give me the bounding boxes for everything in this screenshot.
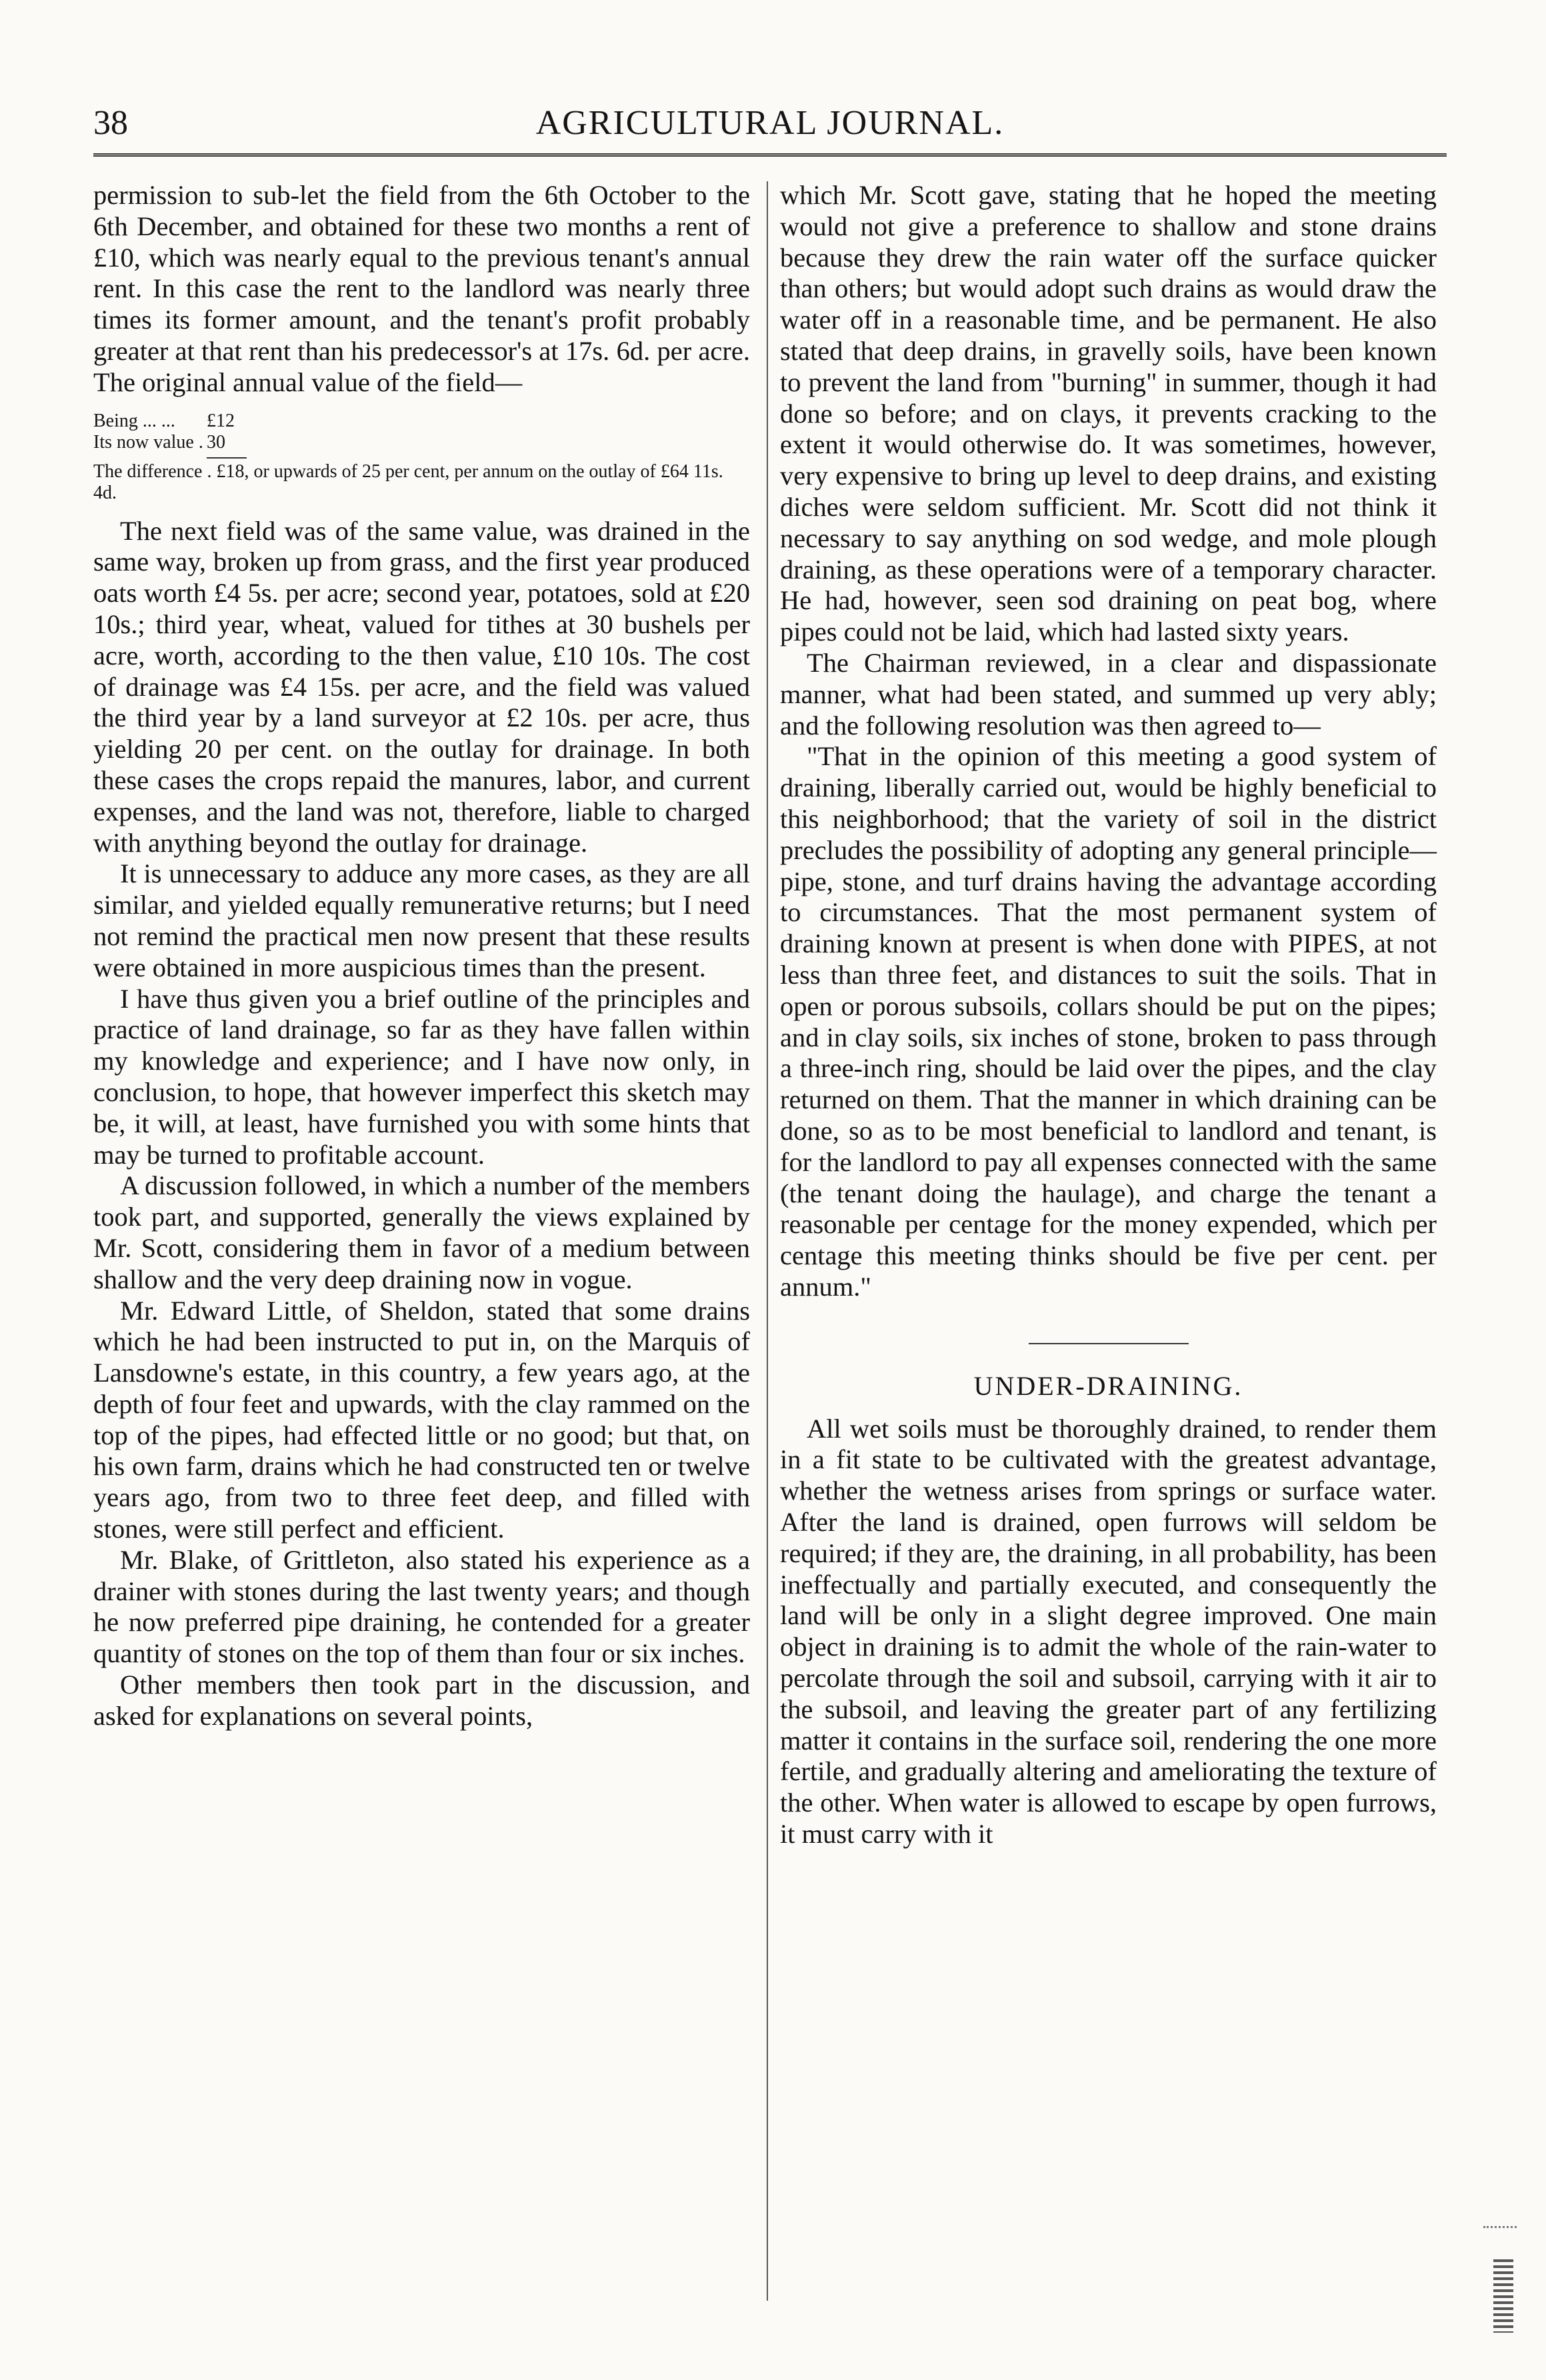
paragraph: All wet soils must be thoroughly drained, to render them in a fit state to be cultivated with the greatest advantage, whether the wetness arises from springs or surface water. After the land is drained, open furrows will seldom be required; if they are, the draining, in all probability, has been ineffectually and partially executed, and consequently the land will be only in a slight degree improved. One main object in draining is to admit the whole of the rain-water to percolate through the soil and subsoil, carrying with it air to the subsoil, and leaving the greater part of any fertilizing matter it contains in the surface soil, rendering the one more fertile, and gradually altering and ameliorating the texture of the other. When water is allowed to escape by open furrows, it must carry with it bbox=[780, 1413, 1437, 1849]
table-label: Being ... ... bbox=[93, 410, 175, 431]
paragraph: It is unnecessary to adduce any more cases, as they are all similar, and yielded equally remunerative returns; but I need not remind the practical men now present that these results were obtained in more auspicious times than the present. bbox=[93, 858, 750, 982]
margin-scan-mark bbox=[1493, 2259, 1513, 2333]
left-column bbox=[93, 180, 750, 1732]
right-column bbox=[780, 180, 1437, 1850]
table-value: 30 bbox=[207, 431, 225, 453]
paragraph: Mr. Edward Little, of Sheldon, stated that some drains which he had been instructed to put in, on the Marquis of Lansdowne's estate, in this country, a few years ago, at the depth of four feet and upwards, with the clay rammed on the top of the pipes, had effected little or no good; but that, on his own farm, drains which he had constructed ten or twelve years ago, from two to three feet deep, and filled with stones, were still perfect and efficient. bbox=[93, 1295, 750, 1544]
paragraph: permission to sub-let the field from the 6th October to the 6th December, and obtained for these two months a rent of £10, which was nearly equal to the previous tenant's annual rent. In this case the rent to the landlord was nearly three times its former amount, and the tenant's profit probably greater at that rent than his predecessor's at 17s. 6d. per acre. The original annual value of the field— bbox=[93, 180, 750, 397]
header-rule bbox=[93, 153, 1447, 157]
section-heading: UNDER-DRAINING. bbox=[973, 1370, 1243, 1401]
page-header bbox=[93, 103, 1447, 157]
table-value: £12 bbox=[207, 410, 235, 431]
resolution-quote: "That in the opinion of this meeting a good system of draining, liberally carried out, would be highly beneficial to this neighborhood; that the variety of soil in the district precludes the possibility of adopting any general principle—pipe, stone, and turf drains having the advantage according to circumstances. That the most permanent system of draining known at present is when done with PIPES, at not less than three feet, and distances to suit the soils. That in open or porous subsoils, collars should be put on the pipes; and in clay soils, six inches of stone, broken to pass through a three-inch ring, should be laid over the pipes, and the clay returned on them. That the manner in which draining can be done, so as to be most beneficial to landlord and tenant, is for the landlord to pay all expenses connected with the same (the tenant doing the haulage), and charge the tenant a reasonable per centage for the money expended, which per centage this meeting thinks should be five per cent. per annum." bbox=[780, 741, 1437, 1302]
paragraph: which Mr. Scott gave, stating that he hoped the meeting would not give a preference to shallow and stone drains because they drew the rain water off the surface quicker than others; but would adopt such drains as would draw the water off in a reasonable time, and be permanent. He also stated that deep drains, in gravelly soils, have been known to prevent the land from "burning" in summer, though it had done so before; and on clays, it prevents cracking to the extent it would otherwise do. It was sometimes, however, very expensive to bring up level to deep drains, and existing diches were seldom sufficient. Mr. Scott did not think it necessary to say anything on sod wedge, and mole plough draining, as these operations were of a temporary character. He had, however, seen sod draining on peat bog, where pipes could not be laid, which had lasted sixty years. bbox=[780, 180, 1437, 647]
paragraph: Other members then took part in the discussion, and asked for explanations on several points, bbox=[93, 1670, 750, 1731]
paragraph: A discussion followed, in which a number of the members took part, and supported, generally the views explained by Mr. Scott, considering them in favor of a medium between shallow and the very deep draining now in vogue. bbox=[93, 1170, 750, 1294]
paragraph: Mr. Blake, of Grittleton, also stated his experience as a drainer with stones during the last twenty years; and though he now preferred pipe draining, he contended for a greater quantity of stones on the top of them than four or six inches. bbox=[93, 1544, 750, 1669]
page-number: 38 bbox=[93, 104, 128, 142]
value-table bbox=[93, 411, 750, 504]
paragraph: I have thus given you a brief outline of the principles and practice of land drainage, so far as they have fallen within my knowledge and experience; and I have now only, in conclusion, to hope, that however imperfect this sketch may be, it will, at least, have furnished you with some hints that may be turned to profitable account. bbox=[93, 983, 750, 1170]
column-divider bbox=[767, 181, 768, 2301]
margin-mark bbox=[1483, 2226, 1517, 2255]
table-row bbox=[93, 411, 750, 432]
running-title: AGRICULTURAL JOURNAL. bbox=[535, 104, 1005, 142]
table-label: Its now value . bbox=[93, 431, 203, 453]
section-rule bbox=[1029, 1343, 1189, 1344]
paragraph: The Chairman reviewed, in a clear and dispassionate manner, what had been stated, and summed up very ably; and the following resolution was then agreed to— bbox=[780, 647, 1437, 740]
table-sum-rule bbox=[207, 457, 247, 459]
table-row bbox=[93, 432, 750, 453]
paragraph: The next field was of the same value, was drained in the same way, broken up from grass, and the first year produced oats worth £4 5s. per acre; second year, potatoes, sold at £20 10s.; third year, wheat, valued for tithes at 30 bushels per acre, worth, according to the then value, £10 10s. The cost of drainage was £4 15s. per acre, and the field was valued the third year by a land surveyor at £2 10s. per acre, thus yielding 20 per cent. on the outlay for drainage. In both these cases the crops repaid the manures, labor, and current expenses, and the land was not, therefore, liable to charged with anything beyond the outlay for drainage. bbox=[93, 515, 750, 858]
table-difference-note: The difference . £18, or upwards of 25 per cent, per annum on the outlay of £64 11s. 4d. bbox=[93, 461, 723, 503]
